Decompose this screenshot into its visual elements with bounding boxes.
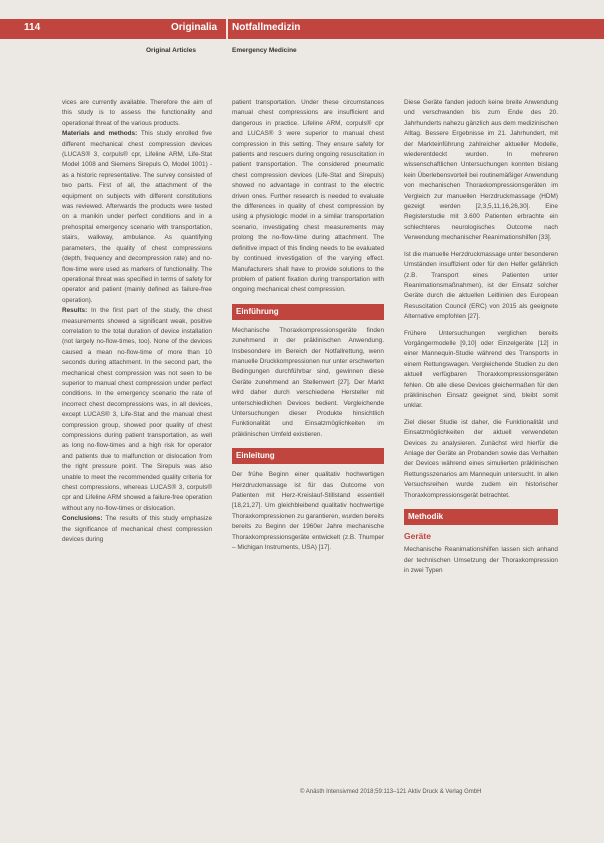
conclusions-continued: patient transportation. Under these circumstances manual chest compressions are insufficient and dangerous in practice. Lifeline ARM, corpuls® cpr and LUCAS® 3 were superior to manual chest compression in this setting. They ensure safety for patients and rescuers during ongoing resuscitation in patient transportation. The considered pneumatic chest compression devices (Life-Stat and Sirepuls) showed no advantage in contrast to the electric driven ones. Further research is needed to evaluate the differences in quality of chest compression by using a physiologic model in a similar transportation scenario, investigating chest measurements may prolong the no-flow-time during attachment. The definitive impact of this finding needs to be evaluated by continued investigation of the varying effect. Manufacturers shall have to provide solutions to the problem of patient fixation during transportation with ongoing mechanical chest compression. <box>232 99 384 294</box>
journal-header-bar <box>0 19 604 39</box>
topic-label: Notfallmedizin <box>232 22 301 33</box>
section-heading-einleitung: Einleitung <box>232 448 384 464</box>
geraete-text: Mechanische Reanimationshilfen lassen sich anhand der technischen Umsetzung der Thoraxkompression in zwei Typen <box>404 546 558 575</box>
column-1 <box>62 98 212 545</box>
col3-paragraph-2: Ist die manuelle Herzdruckmassage unter besonderen Umständen insuffizient oder für den Helfer gefährlich (z.B. Transport eines Patienten unter Reanimationsmaßnahmen), ist der Einsatz solcher Geräte durch die aktuellen Leitlinien des European Resuscitation Council (ERC) von 2015 als geeignete Alternative empfohlen [27]. <box>404 250 558 321</box>
subsection-heading-geraete: Geräte <box>404 531 431 542</box>
subheader-left: Original Articles <box>146 47 196 54</box>
section-heading-einfuehrung: Einführung <box>232 304 384 320</box>
methods-text: This study enrolled five different mechanical chest compression devices (LUCAS® 3, corpuls® cpr, Lifeline ARM, Life-Stat Model 1008 and Siemens Sirepuls O, Model 1001) - as a historic representative. The survey consisted of two parts. First of all, the attachment of the equipment on subjects with different constitutions was reviewed. Afterwards the products were tested on a manikin under perfect conditions and in a prehospital emergency scenario with transportation, stairs, walkway, ambulance. As quantifying parameters, the quality of chest compressions (depth, frequency and decompression rate) and no-flow-time were used as markers of functionality. The operational threat was specified in terms of safety for operator and patient (mainly defined as failure-free operation). <box>62 130 212 304</box>
header-divider <box>226 19 228 39</box>
section-heading-methodik: Methodik <box>404 509 558 525</box>
column-3 <box>404 98 558 577</box>
conclusions-heading: Conclusions: <box>62 515 103 523</box>
einfuehrung-text: Mechanische Thoraxkompressionsgeräte finden zunehmend in der präklinischen Anwendung. Insbesondere im Bereich der Notfallrettung, wenn manuelle Druckkompressionen nur unter erschwerten Bedingungen durchführbar sind, gewinnen diese Geräte zunehmend an Stellenwert [27]. Der Markt wird daher durch verschiedene Hersteller mit unterschiedlichen Devices bedient. Vergleichende Untersuchungen dieser Produkte hinsichtlich Funktionalität und Einsatzmöglichkeiten im präklinischen Umfeld existieren. <box>232 326 384 438</box>
section-label: Originalia <box>171 22 218 33</box>
results-text: In the first part of the study, the chest measurements showed a significant weak, positive correlation to the total duration of device installation (not largely no-flow-times, too). None of the devices caused a mean no-flow-time of more than 10 seconds during attachment. In the second part, the mechanical chest compression was not seen to be superior to manual chest compression under perfect conditions. In the emergency scenario the rate of incorrect chest decompressions was, in all devices, except LUCAS® 3, Life-Stat and the manual chest compression group, showed poor quality of chest compressions during patient transportation, as well as long no-flow-times and a high risk for operator and patients due to malfunction or dislocation from the right pressure point. The Sirepuls was also unable to meet the recommended quality criteria for chest compressions, whereas LUCAS® 3, corpuls® cpr and Lifeline ARM showed a failure-free operation without any no-flow-times or dislocation. <box>62 307 212 512</box>
methods-heading: Materials and methods: <box>62 130 138 138</box>
page-number: 114 <box>24 22 41 33</box>
col3-paragraph-1: Diese Geräte fanden jedoch keine breite Anwendung und verschwanden bis zum Ende des 20. Jahrhunderts nahezu gänzlich aus dem medizinischen Alltag. Bessere Ergebnisse im 21. Jahrhundert, mit der Markteinführung zahlreicher aktueller Modelle, wiederentdeckt wurden. In mehreren wissenschaftlichen Untersuchungen konnten bislang kein Überlebensvorteil bei routinemäßiger Anwendung von mechanischen Thoraxkompressionsgeräten im Vergleich zur manuellen Herzdruckmassage (HDM) gezeigt werden [2,3,5,11,16,26,30]. Eine Registerstudie mit 3.600 Patienten erbrachte ein schlechteres neurologisches Outcome nach Verwendung mechanischer Reanimationshilfen [33]. <box>404 99 558 242</box>
column-2 <box>232 98 384 553</box>
col3-paragraph-3: Frühere Untersuchungen verglichen bereits Vorgängermodelle [9,10] oder Einzelgeräte [12] in einer Mannequin-Studie während des Transports in einem Rettungswagen. Vergleichende Studien zu den aktuell verfügbaren Thoraxkompressionsgeräten fehlen. Ob alle diese Devices gleichermaßen für den präklinischen Einsatz geeignet sind, bleibt somit unklar. <box>404 329 558 410</box>
subheader-right: Emergency Medicine <box>232 47 297 54</box>
einleitung-text: Der frühe Beginn einer qualitativ hochwertigen Herzdruckmassage ist für das Outcome von Patienten mit Herz-Kreislauf-Stillstand essentiell [18,21,27]. Um gleichbleibend qualitativ hochwertige Thoraxkompressionen zu garantieren, wurden bereits bereits zu Beginn der 1960er Jahre mechanische Thoraxkompressionsgeräte entwickelt (z.B. Thumper – Michigan Instruments, USA) [17]. <box>232 471 384 552</box>
col3-paragraph-4: Ziel dieser Studie ist daher, die Funktionalität und Einsatzmöglichkeiten der aktuell verwendeten Devices zu analysieren. Zunächst wird hierfür die Anlage der Geräte an Probanden sowie das Verhalten der Devices während eines simulierten präklinischen Rettungsszenarios am Mannequin untersucht. In allen Versuchsreihen wurde zudem ein historischer Thoraxkompressionsgerät betrachtet. <box>404 418 558 499</box>
conclusions-text: The results of this study emphasize the significance of mechanical chest compression devices during <box>62 515 212 544</box>
results-heading: Results: <box>62 307 88 315</box>
abstract-intro: vices are currently available. Therefore the aim of this study is to assess the functionality and operational threat of the various products. <box>62 99 212 127</box>
page-footer: © Anästh Intensivmed 2018;59:113–121 Aktiv Druck & Verlag GmbH <box>300 789 482 795</box>
